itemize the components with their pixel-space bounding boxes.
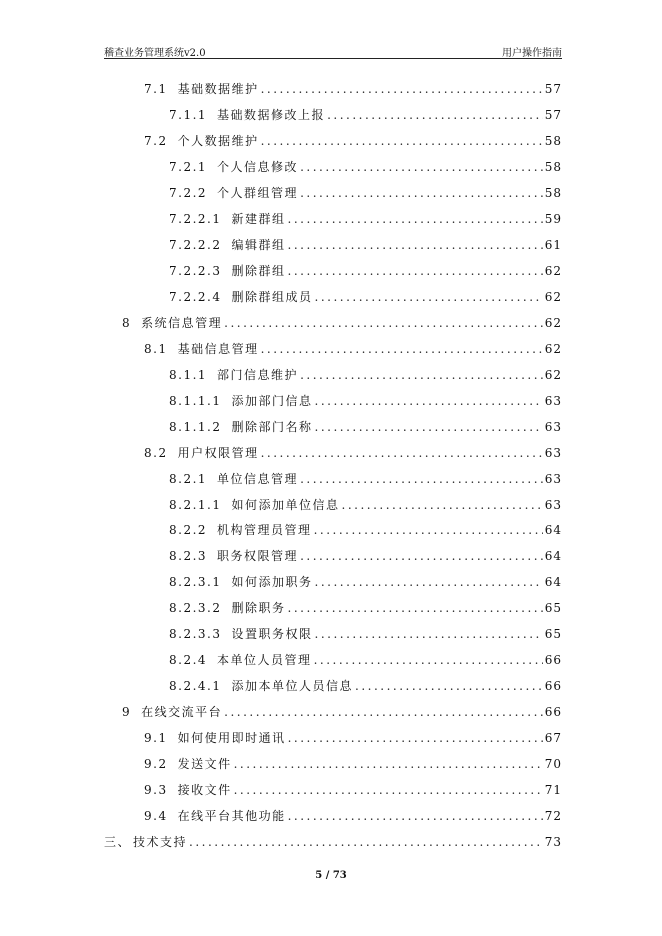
toc-entry[interactable] (104, 651, 562, 669)
toc-entry-page: 59 (544, 211, 562, 226)
toc-leader-dots (224, 316, 543, 330)
toc-entry-page: 71 (544, 783, 562, 798)
toc-leader-dots (234, 783, 543, 797)
toc-entry[interactable] (104, 496, 562, 514)
toc-entry-page: 61 (544, 237, 562, 252)
toc-entry-page: 66 (544, 679, 562, 694)
toc-entry-page: 63 (544, 393, 562, 408)
toc-entry-page: 67 (544, 731, 562, 746)
toc-entry-number: 8.2.3.2 (169, 601, 222, 616)
toc-entry-number: 7.1 (144, 82, 168, 96)
toc-entry[interactable] (104, 262, 562, 280)
toc-entry-title: 个人信息修改 (217, 159, 299, 174)
toc-entry-number: 7.2.2.2 (169, 237, 222, 252)
toc-entry-number: 9.4 (144, 809, 168, 824)
toc-leader-dots (288, 264, 543, 278)
toc-entry[interactable] (104, 547, 562, 565)
toc-leader-dots (261, 134, 543, 148)
toc-entry-page: 65 (544, 627, 562, 642)
toc-entry[interactable] (104, 158, 562, 176)
toc-entry[interactable] (104, 729, 562, 747)
toc-leader-dots (288, 731, 543, 745)
toc-entry[interactable] (104, 677, 562, 695)
toc-leader-dots (288, 238, 543, 252)
toc-entry-number: 8.1.1.1 (169, 393, 222, 408)
toc-entry-page: 62 (544, 341, 562, 356)
toc-entry-page: 72 (544, 809, 562, 824)
toc-entry-page: 63 (544, 497, 562, 512)
toc-entry-number: 7.2.2.1 (169, 211, 222, 226)
toc-leader-dots (261, 82, 543, 96)
toc-entry-title: 单位信息管理 (217, 471, 299, 486)
toc-entry-page: 62 (544, 315, 562, 330)
toc-entry-number: 8.2.1 (169, 471, 208, 486)
toc-entry-page: 58 (544, 133, 562, 148)
toc-leader-dots (288, 601, 543, 615)
toc-entry-page: 70 (544, 757, 562, 772)
toc-entry-page: 64 (544, 575, 562, 590)
toc-entry[interactable] (104, 444, 562, 462)
toc-leader-dots (315, 290, 543, 304)
toc-entry-page: 62 (544, 367, 562, 382)
page-header (104, 40, 562, 59)
toc-entry-title: 添加部门信息 (231, 393, 313, 408)
toc-entry[interactable] (104, 807, 562, 825)
toc-entry-number: 9.1 (144, 731, 168, 746)
toc-entry-title: 个人数据维护 (177, 133, 259, 148)
toc-entry-number: 8.2.1.1 (169, 497, 222, 512)
toc-entry-number: 8.2.3 (169, 549, 208, 564)
toc-entry-title: 机构管理员管理 (217, 523, 312, 538)
toc-entry-page: 64 (544, 549, 562, 564)
toc-entry-title: 删除职务 (231, 601, 286, 616)
toc-leader-dots (315, 420, 543, 434)
toc-entry-page: 62 (544, 289, 562, 304)
toc-entry-number: 7.1.1 (169, 107, 208, 122)
toc-leader-dots (300, 160, 543, 174)
toc-entry-title: 基础信息管理 (177, 341, 259, 356)
toc-entry-title: 编辑群组 (231, 237, 286, 252)
toc-entry-page: 65 (544, 601, 562, 616)
toc-entry[interactable] (104, 392, 562, 410)
toc-entry[interactable] (104, 288, 562, 306)
toc-entry-number: 7.2 (144, 133, 168, 148)
toc-entry-page: 58 (544, 185, 562, 200)
toc-entry-title: 系统信息管理 (141, 315, 223, 330)
toc-leader-dots (315, 627, 543, 641)
toc-entry[interactable] (104, 833, 562, 851)
toc-entry-title: 删除群组成员 (231, 289, 313, 304)
toc-entry-number: 8.1.1.2 (169, 419, 222, 434)
toc-entry-number: 9.3 (144, 783, 168, 798)
toc-entry[interactable] (104, 314, 562, 332)
toc-entry-title: 删除群组 (231, 263, 286, 278)
toc-entry-page: 63 (544, 445, 562, 460)
toc-leader-dots (314, 653, 543, 667)
toc-entry-number: 8.2.2 (169, 523, 208, 538)
toc-leader-dots (261, 342, 543, 356)
toc-entry-title: 技术支持 (133, 835, 188, 850)
toc-entry-title: 职务权限管理 (217, 549, 299, 564)
toc-entry-title: 用户权限管理 (177, 445, 259, 460)
toc-entry[interactable] (104, 184, 562, 202)
page-number: 5 / 73 (315, 870, 347, 881)
toc-leader-dots (315, 575, 543, 589)
toc-entry-number: 8.2.3.3 (169, 627, 222, 642)
toc-entry-number: 7.2.1 (169, 159, 208, 174)
toc-entry-title: 个人群组管理 (217, 185, 299, 200)
toc-entry-page: 66 (544, 705, 562, 720)
toc-entry-title: 基础数据维护 (177, 82, 259, 96)
toc-leader-dots (300, 186, 543, 200)
toc-leader-dots (300, 368, 543, 382)
toc-entry[interactable] (104, 470, 562, 488)
toc-entry-number: 7.2.2.3 (169, 263, 222, 278)
toc-entry-number: 9.2 (144, 757, 168, 772)
toc-entry-title: 设置职务权限 (231, 627, 313, 642)
toc-entry[interactable] (104, 755, 562, 773)
toc-leader-dots (261, 446, 543, 460)
toc-entry[interactable] (104, 781, 562, 799)
toc-entry-page: 64 (544, 523, 562, 538)
toc-entry[interactable] (104, 703, 562, 721)
toc-entry-title: 如何使用即时通讯 (177, 731, 286, 746)
toc-entry-title: 新建群组 (231, 211, 286, 226)
toc-leader-dots (300, 549, 543, 563)
toc-entry-title: 在线平台其他功能 (177, 809, 286, 824)
toc-entry[interactable] (104, 625, 562, 643)
toc-entry-page: 63 (544, 471, 562, 486)
toc-entry-number: 7.2.2 (169, 185, 208, 200)
toc-entry[interactable] (104, 599, 562, 617)
toc-leader-dots (224, 705, 543, 719)
toc-entry-number: 8.2.4 (169, 653, 208, 668)
toc-entry[interactable] (104, 80, 562, 98)
toc-leader-dots (355, 679, 543, 693)
toc-entry-title: 如何添加单位信息 (231, 497, 340, 512)
toc-leader-dots (315, 394, 543, 408)
toc-entry[interactable] (104, 340, 562, 358)
toc-entry[interactable] (104, 132, 562, 150)
toc-entry-page: 66 (544, 653, 562, 668)
toc-leader-dots (234, 757, 543, 771)
toc-entry-page: 73 (544, 835, 562, 850)
toc-entry-number: 8 (122, 315, 132, 330)
toc-entry-page: 63 (544, 419, 562, 434)
toc-leader-dots (288, 809, 543, 823)
toc-entry[interactable] (104, 418, 562, 436)
toc-leader-dots (342, 498, 543, 512)
toc-entry[interactable] (104, 573, 562, 591)
toc-entry-title: 删除部门名称 (231, 419, 313, 434)
toc-entry-page: 57 (544, 82, 562, 96)
toc-entry-title: 接收文件 (177, 783, 232, 798)
toc-entry-page: 58 (544, 159, 562, 174)
header-section-title: 用户操作指南 (502, 48, 562, 59)
toc-leader-dots (327, 108, 543, 122)
toc-entry-number: 9 (122, 705, 132, 720)
toc-entry[interactable] (104, 521, 562, 539)
toc-entry[interactable] (104, 366, 562, 384)
toc-entry-number: 8.1 (144, 341, 168, 356)
toc-entry-title: 本单位人员管理 (217, 653, 312, 668)
header-doc-title: 稽查业务管理系统v2.0 (104, 48, 206, 59)
toc-leader-dots (189, 835, 543, 849)
toc-entry-title: 发送文件 (177, 757, 232, 772)
toc-entry-number: 8.2 (144, 445, 168, 460)
toc-entry-number: 7.2.2.4 (169, 289, 222, 304)
toc-entry-title: 如何添加职务 (231, 575, 313, 590)
toc-entry-page: 57 (544, 107, 562, 122)
toc-entry[interactable] (104, 210, 562, 228)
toc-entry-title: 部门信息维护 (217, 367, 299, 382)
toc-entry-title: 添加本单位人员信息 (231, 679, 353, 694)
toc-entry[interactable] (104, 106, 562, 124)
toc-entry-title: 在线交流平台 (141, 705, 223, 720)
toc-entry-number: 8.2.4.1 (169, 679, 222, 694)
toc-entry-number: 三、 (104, 835, 132, 850)
toc-entry-title: 基础数据修改上报 (217, 107, 326, 122)
toc-entry-page: 62 (544, 263, 562, 278)
toc-leader-dots (314, 523, 543, 537)
toc-entry-number: 8.1.1 (169, 367, 208, 382)
toc-entry[interactable] (104, 236, 562, 254)
toc-leader-dots (288, 212, 543, 226)
toc-leader-dots (300, 472, 543, 486)
toc-entry-number: 8.2.3.1 (169, 575, 222, 590)
